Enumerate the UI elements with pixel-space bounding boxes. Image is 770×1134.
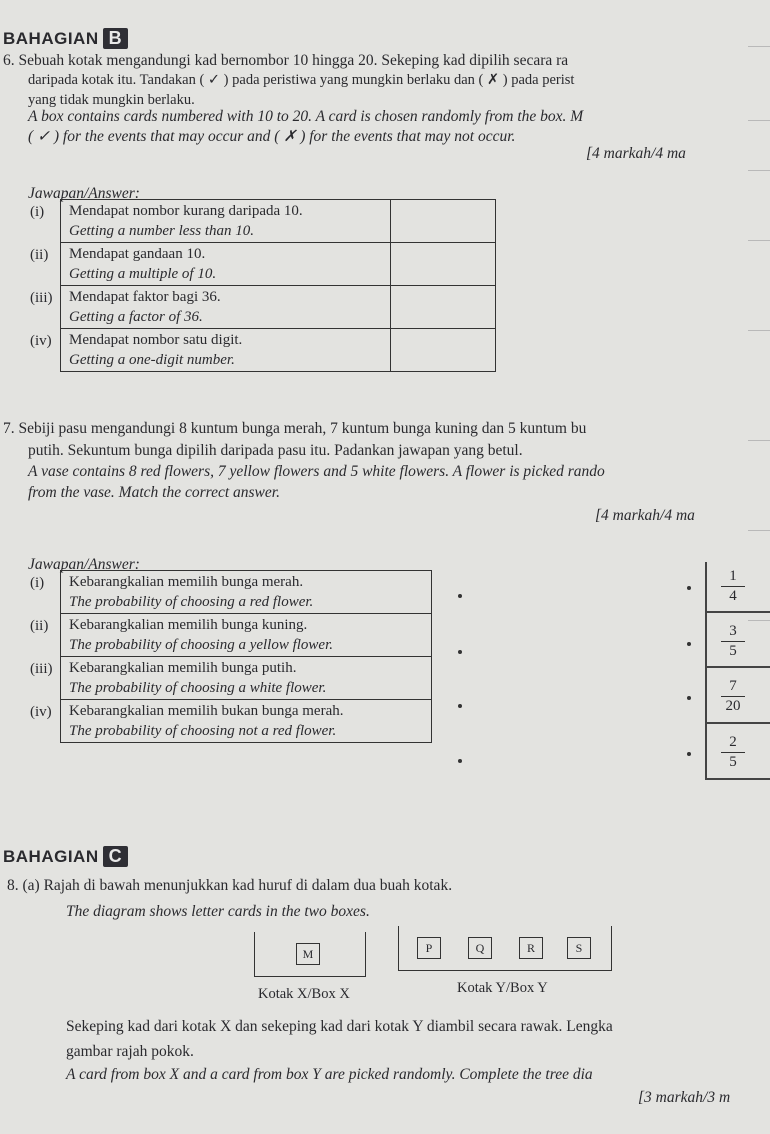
row-statement: Mendapat nombor satu digit. Getting a one-digit number. (61, 329, 391, 372)
q8-ms-line3: gambar rajah pokok. (66, 1043, 194, 1060)
row-statement: Kebarangkalian memilih bunga kuning. The probability of choosing a yellow flower. (61, 614, 432, 657)
row-statement: Mendapat faktor bagi 36. Getting a factor of 36. (61, 286, 391, 329)
q8-marks: [3 markah/3 m (638, 1089, 731, 1106)
q8-ms-line2: Sekeping kad dari kotak X dan sekeping kad dari kotak Y diambil secara rawak. Lengka (66, 1018, 613, 1035)
row-number: (iv) (30, 332, 52, 349)
box-x-label: Kotak X/Box X (258, 986, 350, 1002)
letter-card: R (519, 937, 543, 959)
section-c-header (3, 846, 128, 867)
option-separator (705, 666, 770, 668)
letter-card: S (567, 937, 591, 959)
table-row (30, 286, 496, 329)
q6-answer-table (30, 199, 496, 372)
match-dot-right[interactable] (687, 586, 691, 590)
answer-cell[interactable] (391, 286, 496, 329)
q7-answer-label: Jawapan/Answer: (28, 556, 140, 573)
letter-card: Q (468, 937, 492, 959)
letter-card: P (417, 937, 441, 959)
q6-ms-line2: daripada kotak itu. Tandakan ( ✓ ) pada peristiwa yang mungkin berlaku dan ( ✗ ) pada perist (28, 72, 575, 88)
q7-en-line2: from the vase. Match the correct answer. (28, 484, 280, 501)
q6-ms-line3: yang tidak mungkin berlaku. (28, 92, 195, 108)
match-dot-left[interactable] (458, 594, 462, 598)
row-statement: Kebarangkalian memilih bunga merah. The probability of choosing a red flower. (61, 571, 432, 614)
q6-answer-label: Jawapan/Answer: (28, 185, 140, 202)
section-label: BAHAGIAN (3, 29, 99, 48)
box-y-label: Kotak Y/Box Y (457, 980, 548, 996)
q7-ms-line1: 7. Sebiji pasu mengandungi 8 kuntum bunga merah, 7 kuntum bunga kuning dan 5 kuntum bu (3, 420, 587, 437)
match-dot-left[interactable] (458, 650, 462, 654)
q8-en-line1: The diagram shows letter cards in the two boxes. (66, 903, 370, 920)
table-row (30, 200, 496, 243)
row-number: (i) (30, 203, 45, 220)
section-label: BAHAGIAN (3, 847, 99, 866)
q6-en-line2: ( ✓ ) for the events that may occur and ( ✗ ) for the events that may not occur. (28, 128, 516, 145)
match-dot-right[interactable] (687, 752, 691, 756)
q6-ms-line1: 6. Sebuah kotak mengandungi kad bernombor 10 hingga 20. Sekeping kad dipilih secara ra (3, 52, 569, 69)
q8-ms-line1: 8. (a) Rajah di bawah menunjukkan kad huruf di dalam dua buah kotak. (7, 877, 453, 894)
q6-number: 6. (3, 52, 15, 69)
table-row (30, 700, 432, 743)
q8-number: 8. (7, 877, 19, 894)
options-divider (705, 562, 707, 778)
section-letter-badge: C (103, 846, 129, 867)
answer-cell[interactable] (391, 329, 496, 372)
table-row (30, 614, 432, 657)
q7-ms-line2: putih. Sekuntum bunga dipilih daripada pasu itu. Padankan jawapan yang betul. (28, 442, 523, 459)
q6-en-line1: A box contains cards numbered with 10 to 20. A card is chosen randomly from the box. M (28, 108, 584, 125)
answer-cell[interactable] (391, 200, 496, 243)
row-statement: Kebarangkalian memilih bunga putih. The probability of choosing a white flower. (61, 657, 432, 700)
row-number: (i) (30, 574, 45, 591)
option-fraction: 3 5 (713, 623, 753, 660)
option-separator (705, 778, 770, 780)
answer-cell[interactable] (391, 243, 496, 286)
option-fraction: 2 5 (713, 734, 753, 771)
q7-statement-table (30, 570, 432, 743)
q7-number: 7. (3, 420, 15, 437)
match-dot-right[interactable] (687, 642, 691, 646)
q8-part: (a) (22, 877, 40, 894)
q6-marks: [4 markah/4 ma (586, 145, 686, 162)
section-letter-badge: B (103, 28, 129, 49)
letter-card: M (296, 943, 320, 965)
q8-en-line2: A card from box X and a card from box Y are picked randomly. Complete the tree dia (66, 1066, 593, 1083)
option-fraction: 7 20 (713, 678, 753, 715)
table-row (30, 657, 432, 700)
row-statement: Kebarangkalian memilih bukan bunga merah. The probability of choosing not a red flower. (61, 700, 432, 743)
row-number: (iii) (30, 289, 53, 306)
option-separator (705, 611, 770, 613)
table-row (30, 329, 496, 372)
row-number: (iv) (30, 703, 52, 720)
row-statement: Mendapat gandaan 10. Getting a multiple of 10. (61, 243, 391, 286)
table-row (30, 571, 432, 614)
q7-en-line1: A vase contains 8 red flowers, 7 yellow flowers and 5 white flowers. A flower is picked rando (28, 463, 605, 480)
table-row (30, 243, 496, 286)
q7-marks: [4 markah/4 ma (595, 507, 695, 524)
option-separator (705, 722, 770, 724)
match-dot-left[interactable] (458, 704, 462, 708)
row-number: (ii) (30, 617, 49, 634)
row-number: (iii) (30, 660, 53, 677)
row-number: (ii) (30, 246, 49, 263)
section-b-header (3, 28, 128, 49)
row-statement: Mendapat nombor kurang daripada 10. Getting a number less than 10. (61, 200, 391, 243)
option-fraction: 1 4 (713, 568, 753, 605)
match-dot-left[interactable] (458, 759, 462, 763)
match-dot-right[interactable] (687, 696, 691, 700)
